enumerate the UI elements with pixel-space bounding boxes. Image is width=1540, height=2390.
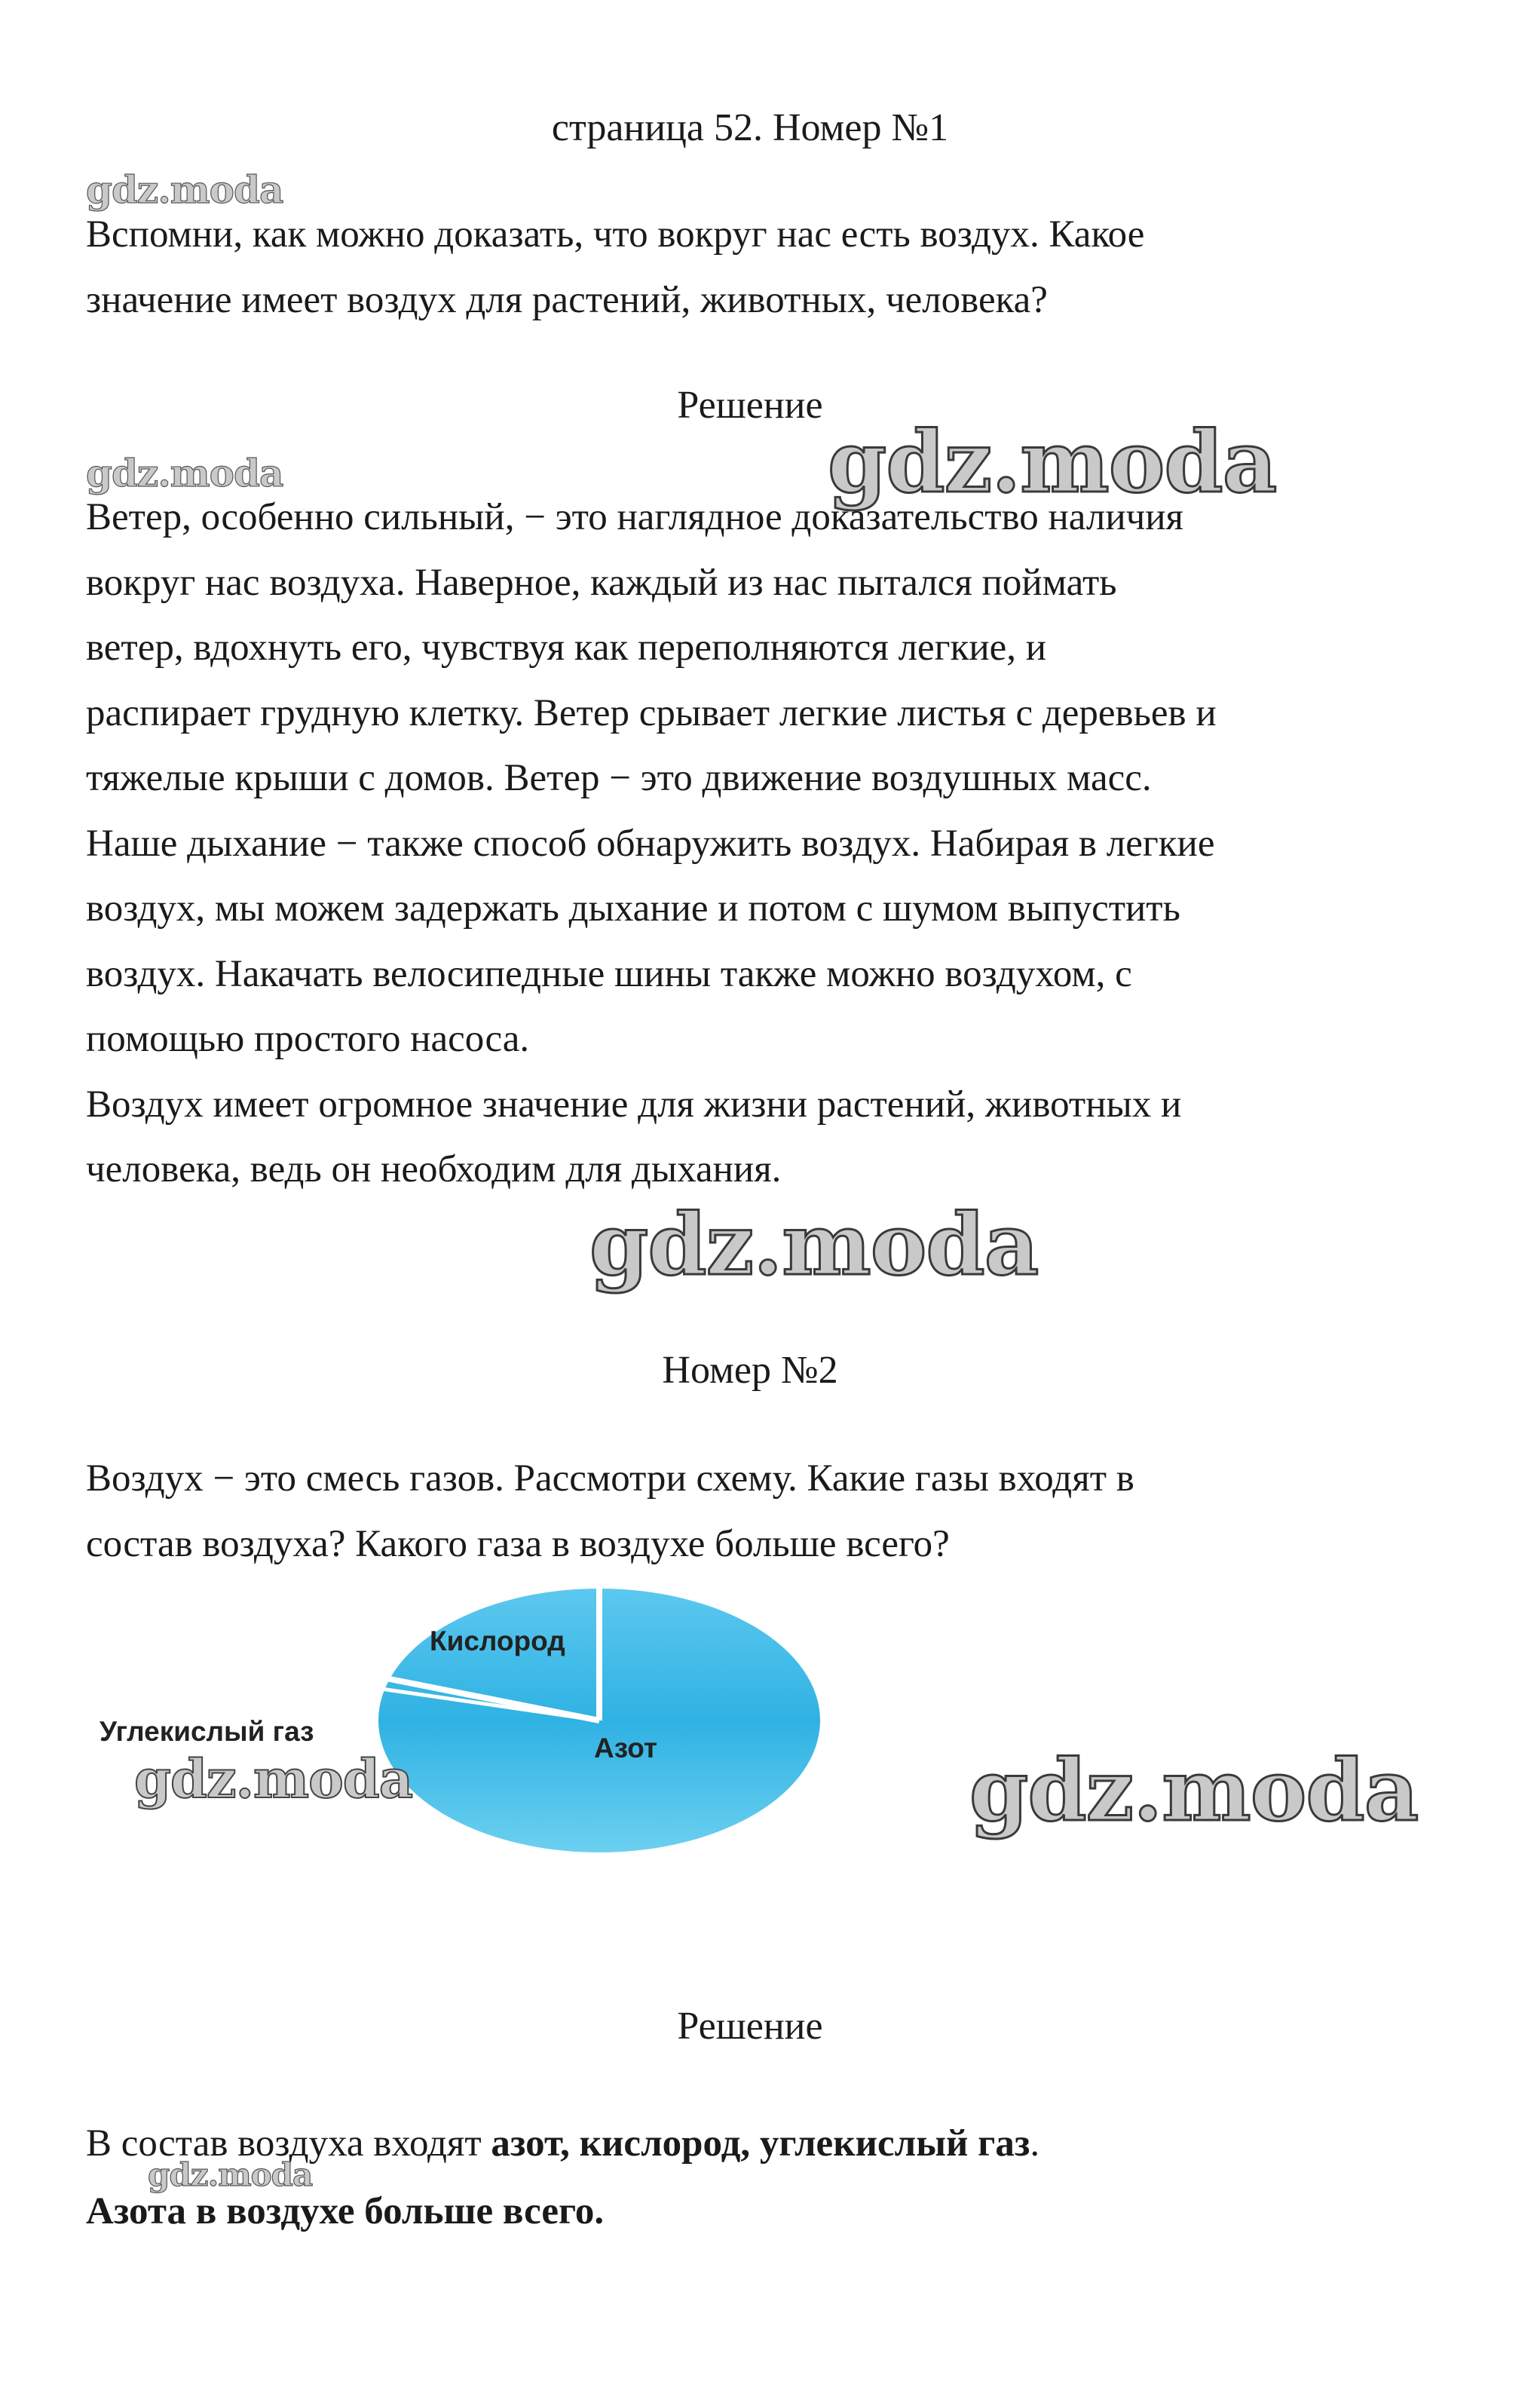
watermark-logo: gdz.moda bbox=[969, 1742, 1419, 1840]
watermark-logo: gdz.moda bbox=[134, 1748, 413, 1810]
answer-line: распирает грудную клетку. Ветер срывает легкие листья с деревьев и bbox=[86, 691, 1217, 734]
label-oxygen: Кислород bbox=[430, 1626, 565, 1656]
answer-bold: азот, кислород, углекислый газ bbox=[491, 2122, 1030, 2165]
watermark-logo: gdz.moda bbox=[148, 2156, 313, 2193]
task1-question-line: Вспомни, как можно доказать, что вокруг нас есть воздух. Какое bbox=[86, 213, 1145, 256]
task2-heading: Номер №2 bbox=[662, 1349, 838, 1392]
air-composition-diagram bbox=[75, 1576, 844, 1862]
answer-line: воздух. Накачать велосипедные шины также можно воздухом, с bbox=[86, 952, 1132, 995]
answer-prefix: В состав воздуха входят bbox=[86, 2122, 491, 2165]
answer-line: Наше дыхание − также способ обнаружить воздух. Набирая в легкие bbox=[86, 822, 1215, 865]
answer-line: воздух, мы можем задержать дыхание и потом с шумом выпустить bbox=[86, 887, 1180, 930]
solution-heading: Решение bbox=[677, 384, 823, 427]
answer-suffix: . bbox=[1030, 2122, 1040, 2165]
solution-heading: Решение bbox=[677, 2005, 823, 2048]
label-nitrogen: Азот bbox=[594, 1733, 657, 1763]
watermark-logo: gdz.moda bbox=[86, 167, 283, 212]
task1-question bbox=[86, 202, 1458, 332]
watermark-logo: gdz.moda bbox=[86, 451, 283, 495]
answer-line: помощью простого насоса. bbox=[86, 1018, 530, 1060]
task2-question-line: состав воздуха? Какого газа в воздухе больше всего? bbox=[86, 1522, 950, 1565]
task2-question-line: Воздух − это смесь газов. Рассмотри схему. Какие газы входят в bbox=[86, 1457, 1134, 1500]
answer-line: ветер, вдохнуть его, чувствуя как переполняются легкие, и bbox=[86, 627, 1047, 669]
label-carbon-dioxide: Углекислый газ bbox=[100, 1716, 314, 1747]
answer-line: Воздух имеет огромное значение для жизни растений, животных и bbox=[86, 1083, 1182, 1126]
answer-bold-line: Азота в воздухе больше всего. bbox=[86, 2190, 605, 2232]
task2-question bbox=[86, 1446, 1458, 1576]
answer-line: человека, ведь он необходим для дыхания. bbox=[86, 1148, 782, 1190]
watermark-logo: gdz.moda bbox=[589, 1196, 1039, 1295]
answer-line: вокруг нас воздуха. Наверное, каждый из нас пытался поймать bbox=[86, 561, 1117, 604]
page-title: страница 52. Номер №1 bbox=[551, 106, 949, 149]
answer-line: Ветер, особенно сильный, − это наглядное доказательство наличия bbox=[86, 496, 1184, 538]
task1-question-line: значение имеет воздух для растений, животных, человека? bbox=[86, 278, 1048, 321]
watermark-logo: gdz.moda bbox=[828, 413, 1277, 512]
task1-answer bbox=[86, 485, 1458, 1203]
answer-line: тяжелые крыши с домов. Ветер − это движение воздушных масс. bbox=[86, 757, 1152, 799]
